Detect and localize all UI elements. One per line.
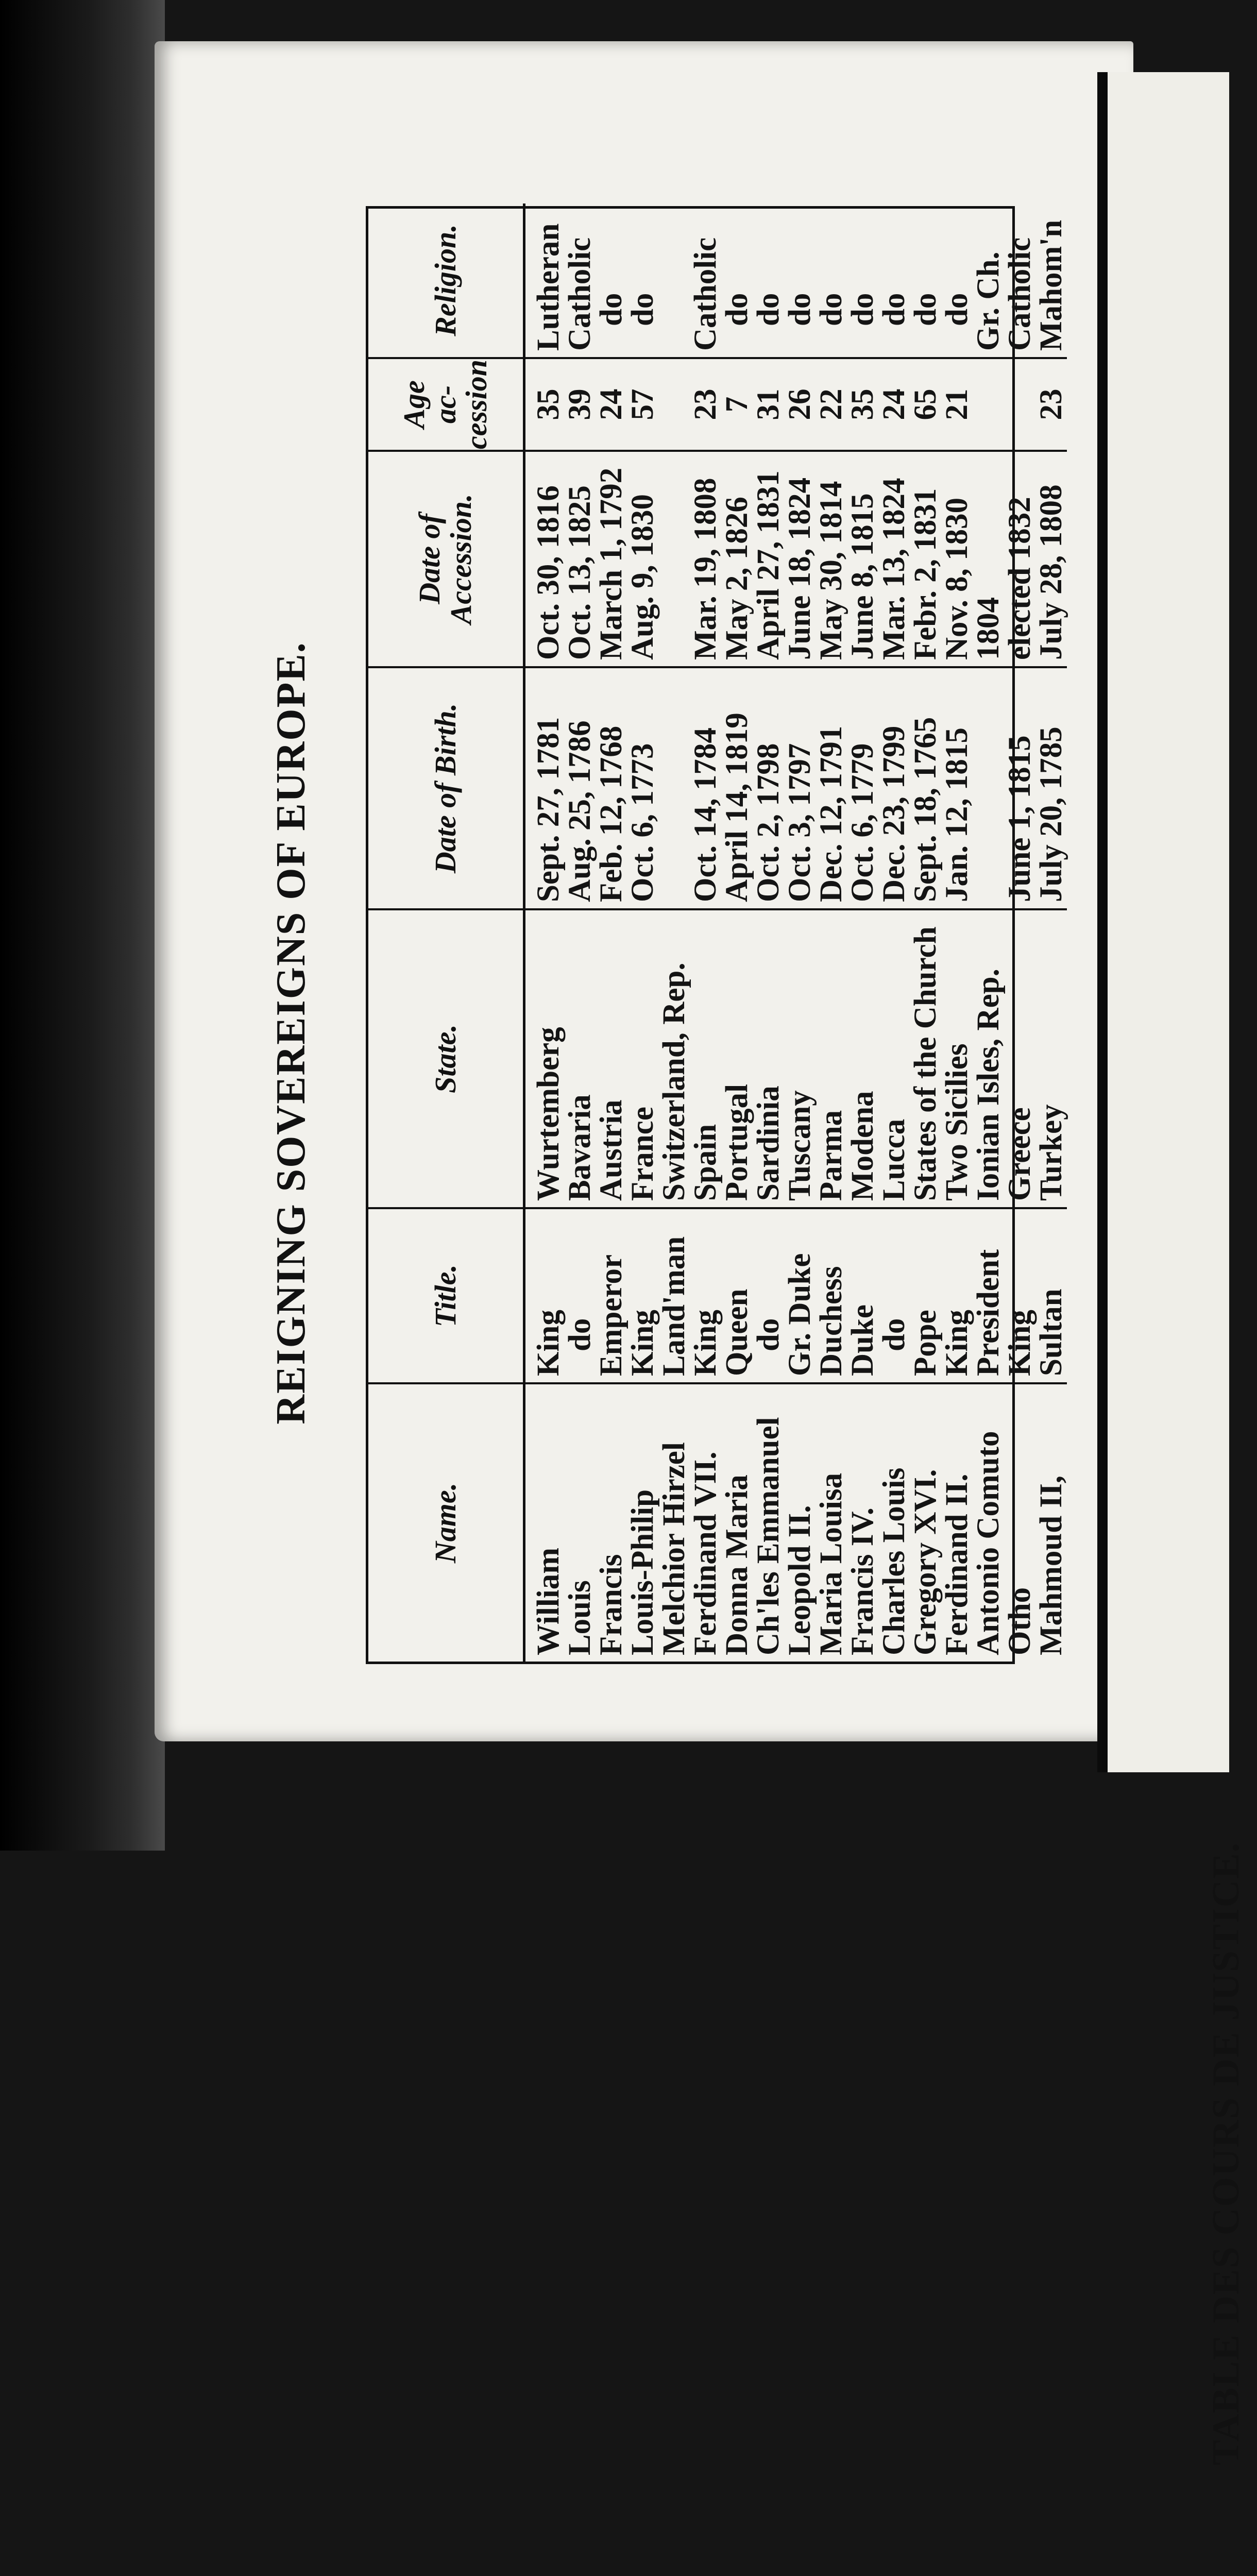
cell-religion: do bbox=[877, 293, 911, 326]
cell-title: King bbox=[1004, 1208, 1035, 1383]
header-birth: Date of Birth. bbox=[368, 667, 524, 909]
cell-religion: Lutheran bbox=[531, 223, 566, 351]
cell-state: Ionian Isles, Rep. bbox=[973, 909, 1004, 1208]
table-row bbox=[690, 204, 721, 1662]
cell-name: William bbox=[524, 1383, 565, 1662]
header-accession: Date of Accession. bbox=[368, 451, 524, 667]
cell-name: Francis IV. bbox=[847, 1383, 878, 1662]
cell-state: Parma bbox=[816, 909, 847, 1208]
cell-birth: Oct. 6, 1773 bbox=[627, 667, 658, 909]
cell-name: Antonio Comuto bbox=[973, 1383, 1004, 1662]
cell-title: do bbox=[564, 1208, 596, 1383]
cell-title: King bbox=[627, 1208, 658, 1383]
cell-birth: July 20, 1785 bbox=[1035, 667, 1067, 909]
table-row bbox=[784, 204, 816, 1662]
cell-birth: Aug. 25, 1786 bbox=[564, 667, 596, 909]
cell-name: Leopold II. bbox=[784, 1383, 816, 1662]
cell-state: Austria bbox=[596, 909, 627, 1208]
table-row bbox=[973, 204, 1004, 1662]
table-row bbox=[1035, 204, 1067, 1662]
cell-age: 57 bbox=[627, 358, 658, 451]
cell-religion: Catholic bbox=[1003, 237, 1037, 351]
cell-age: 21 bbox=[941, 358, 973, 451]
rotated-page-content bbox=[258, 67, 1068, 1664]
cell-age: 23 bbox=[1035, 358, 1067, 451]
cell-title: President bbox=[973, 1208, 1004, 1383]
cell-name: Ferdinand VII. bbox=[690, 1383, 721, 1662]
cell-state: States of the Church bbox=[910, 909, 941, 1208]
cell-accession: June 18, 1824 bbox=[784, 451, 816, 667]
sovereigns-table-frame bbox=[366, 206, 1068, 1664]
table-row bbox=[721, 204, 753, 1662]
cell-birth: June 1, 1815 bbox=[1004, 667, 1035, 909]
cell-title: King bbox=[941, 1208, 973, 1383]
cell-state: Turkey bbox=[1035, 909, 1067, 1208]
table-row bbox=[847, 204, 878, 1662]
table-row bbox=[596, 204, 627, 1662]
cell-name: Louis-Philip bbox=[627, 1383, 658, 1662]
cell-birth bbox=[973, 667, 1004, 909]
cell-name: Otho bbox=[1004, 1383, 1035, 1662]
cell-title: Gr. Duke bbox=[784, 1208, 816, 1383]
cell-title: King bbox=[524, 1208, 565, 1383]
cell-religion bbox=[658, 204, 690, 358]
cell-age: 24 bbox=[596, 358, 627, 451]
cell-title: Queen bbox=[721, 1208, 753, 1383]
cell-state: France bbox=[627, 909, 658, 1208]
cell-age: 35 bbox=[847, 358, 878, 451]
table-row bbox=[1004, 204, 1035, 1662]
cell-name: Francis bbox=[596, 1383, 627, 1662]
cell-birth: Oct. 2, 1798 bbox=[753, 667, 784, 909]
cell-title: King bbox=[690, 1208, 721, 1383]
cell-religion: do bbox=[751, 293, 786, 326]
cell-name: Mahmoud II, bbox=[1035, 1383, 1067, 1662]
cell-religion: do bbox=[625, 293, 660, 326]
cell-age: 39 bbox=[564, 358, 596, 451]
cell-accession: Oct. 30, 1816 bbox=[524, 451, 565, 667]
cell-state: Bavaria bbox=[564, 909, 596, 1208]
cell-state: Sardinia bbox=[753, 909, 784, 1208]
cell-age: 26 bbox=[784, 358, 816, 451]
cell-birth: Sept. 18, 1765 bbox=[910, 667, 941, 909]
cell-title: Duke bbox=[847, 1208, 878, 1383]
cell-accession: Febr. 2, 1831 bbox=[910, 451, 941, 667]
cell-accession: Mar. 13, 1824 bbox=[878, 451, 910, 667]
cell-name: Donna Maria bbox=[721, 1383, 753, 1662]
cell-age bbox=[1004, 358, 1035, 451]
cell-age: 23 bbox=[690, 358, 721, 451]
cell-name: Charles Louis bbox=[878, 1383, 910, 1662]
cell-title: Emperor bbox=[596, 1208, 627, 1383]
cell-accession: April 27, 1831 bbox=[753, 451, 784, 667]
cell-birth: Jan. 12, 1815 bbox=[941, 667, 973, 909]
cell-age: 7 bbox=[721, 358, 753, 451]
cell-birth: Oct. 6, 1779 bbox=[847, 667, 878, 909]
table-row bbox=[564, 204, 596, 1662]
book-spine-shadow bbox=[0, 0, 165, 1851]
cell-age: 22 bbox=[816, 358, 847, 451]
cell-religion: do bbox=[783, 293, 817, 326]
sovereigns-table bbox=[368, 204, 1067, 1662]
cell-age bbox=[658, 358, 690, 451]
cell-religion: do bbox=[814, 293, 848, 326]
cell-name: Maria Louisa bbox=[816, 1383, 847, 1662]
header-state: State. bbox=[368, 909, 524, 1208]
cell-state: Spain bbox=[690, 909, 721, 1208]
table-row bbox=[878, 204, 910, 1662]
cell-state: Portugal bbox=[721, 909, 753, 1208]
next-page-title: TABLE DES COURS DE JUSTICE. bbox=[1205, 1841, 1247, 2466]
cell-religion: do bbox=[908, 293, 943, 326]
cell-age: 35 bbox=[524, 358, 565, 451]
cell-accession: March 1, 1792 bbox=[596, 451, 627, 667]
cell-state: Lucca bbox=[878, 909, 910, 1208]
cell-accession: July 28, 1808 bbox=[1035, 451, 1067, 667]
cell-state: Greece bbox=[1004, 909, 1035, 1208]
cell-accession: Nov. 8, 1830 bbox=[941, 451, 973, 667]
cell-title: do bbox=[753, 1208, 784, 1383]
cell-age: 65 bbox=[910, 358, 941, 451]
cell-accession: May 2, 1826 bbox=[721, 451, 753, 667]
cell-birth: Sept. 27, 1781 bbox=[524, 667, 565, 909]
table-row bbox=[524, 204, 565, 1662]
cell-birth: April 14, 1819 bbox=[721, 667, 753, 909]
cell-name: Gregory XVI. bbox=[910, 1383, 941, 1662]
cell-religion: Mahom'n bbox=[1034, 219, 1068, 351]
cell-state: Modena bbox=[847, 909, 878, 1208]
table-header-row bbox=[368, 204, 524, 1662]
cell-birth: Dec. 12, 1791 bbox=[816, 667, 847, 909]
cell-birth: Oct. 14, 1784 bbox=[690, 667, 721, 909]
right-page bbox=[1102, 72, 1229, 1772]
header-age: Age ac-cession bbox=[368, 358, 524, 451]
table-row bbox=[816, 204, 847, 1662]
cell-birth: Oct. 3, 1797 bbox=[784, 667, 816, 909]
cell-name: Ferdinand II. bbox=[941, 1383, 973, 1662]
cell-title: do bbox=[878, 1208, 910, 1383]
cell-state: Tuscany bbox=[784, 909, 816, 1208]
cell-accession: Aug. 9, 1830 bbox=[627, 451, 658, 667]
cell-title: Land'man bbox=[658, 1208, 690, 1383]
cell-accession: elected 1832 bbox=[1004, 451, 1035, 667]
header-name: Name. bbox=[368, 1383, 524, 1662]
cell-religion: do bbox=[594, 293, 628, 326]
header-title: Title. bbox=[368, 1208, 524, 1383]
cell-religion: Catholic bbox=[563, 237, 597, 351]
cell-age: 31 bbox=[753, 358, 784, 451]
cell-state: Two Sicilies bbox=[941, 909, 973, 1208]
cell-religion: Catholic bbox=[688, 237, 723, 351]
cell-title: Duchess bbox=[816, 1208, 847, 1383]
cell-accession: Oct. 13, 1825 bbox=[564, 451, 596, 667]
cell-religion: do bbox=[845, 293, 880, 326]
cell-age: 24 bbox=[878, 358, 910, 451]
table-row bbox=[941, 204, 973, 1662]
cell-accession: June 8, 1815 bbox=[847, 451, 878, 667]
table-row bbox=[627, 204, 658, 1662]
page-title: REIGNING SOVEREIGNS OF EUROPE. bbox=[268, 641, 314, 1425]
cell-religion: do bbox=[940, 293, 974, 326]
cell-title: Sultan bbox=[1035, 1208, 1067, 1383]
header-religion: Religion. bbox=[368, 204, 524, 358]
cell-accession: 1804 bbox=[973, 451, 1004, 667]
cell-name: Ch'les Emmanuel bbox=[753, 1383, 784, 1662]
cell-title: Pope bbox=[910, 1208, 941, 1383]
cell-state: Wurtemberg bbox=[524, 909, 565, 1208]
cell-age bbox=[973, 358, 1004, 451]
table-body bbox=[524, 204, 1067, 1662]
cell-state: Switzerland, Rep. bbox=[658, 909, 690, 1208]
table-row bbox=[910, 204, 941, 1662]
cell-accession: Mar. 19, 1808 bbox=[690, 451, 721, 667]
cell-name: Louis bbox=[564, 1383, 596, 1662]
cell-religion: do bbox=[720, 293, 754, 326]
cell-name: Melchior Hirzel bbox=[658, 1383, 690, 1662]
cell-accession: May 30, 1814 bbox=[816, 451, 847, 667]
cell-birth bbox=[658, 667, 690, 909]
cell-accession bbox=[658, 451, 690, 667]
table-row bbox=[658, 204, 690, 1662]
table-row bbox=[753, 204, 784, 1662]
cell-birth: Dec. 23, 1799 bbox=[878, 667, 910, 909]
cell-birth: Feb. 12, 1768 bbox=[596, 667, 627, 909]
cell-religion: Gr. Ch. bbox=[971, 251, 1006, 351]
